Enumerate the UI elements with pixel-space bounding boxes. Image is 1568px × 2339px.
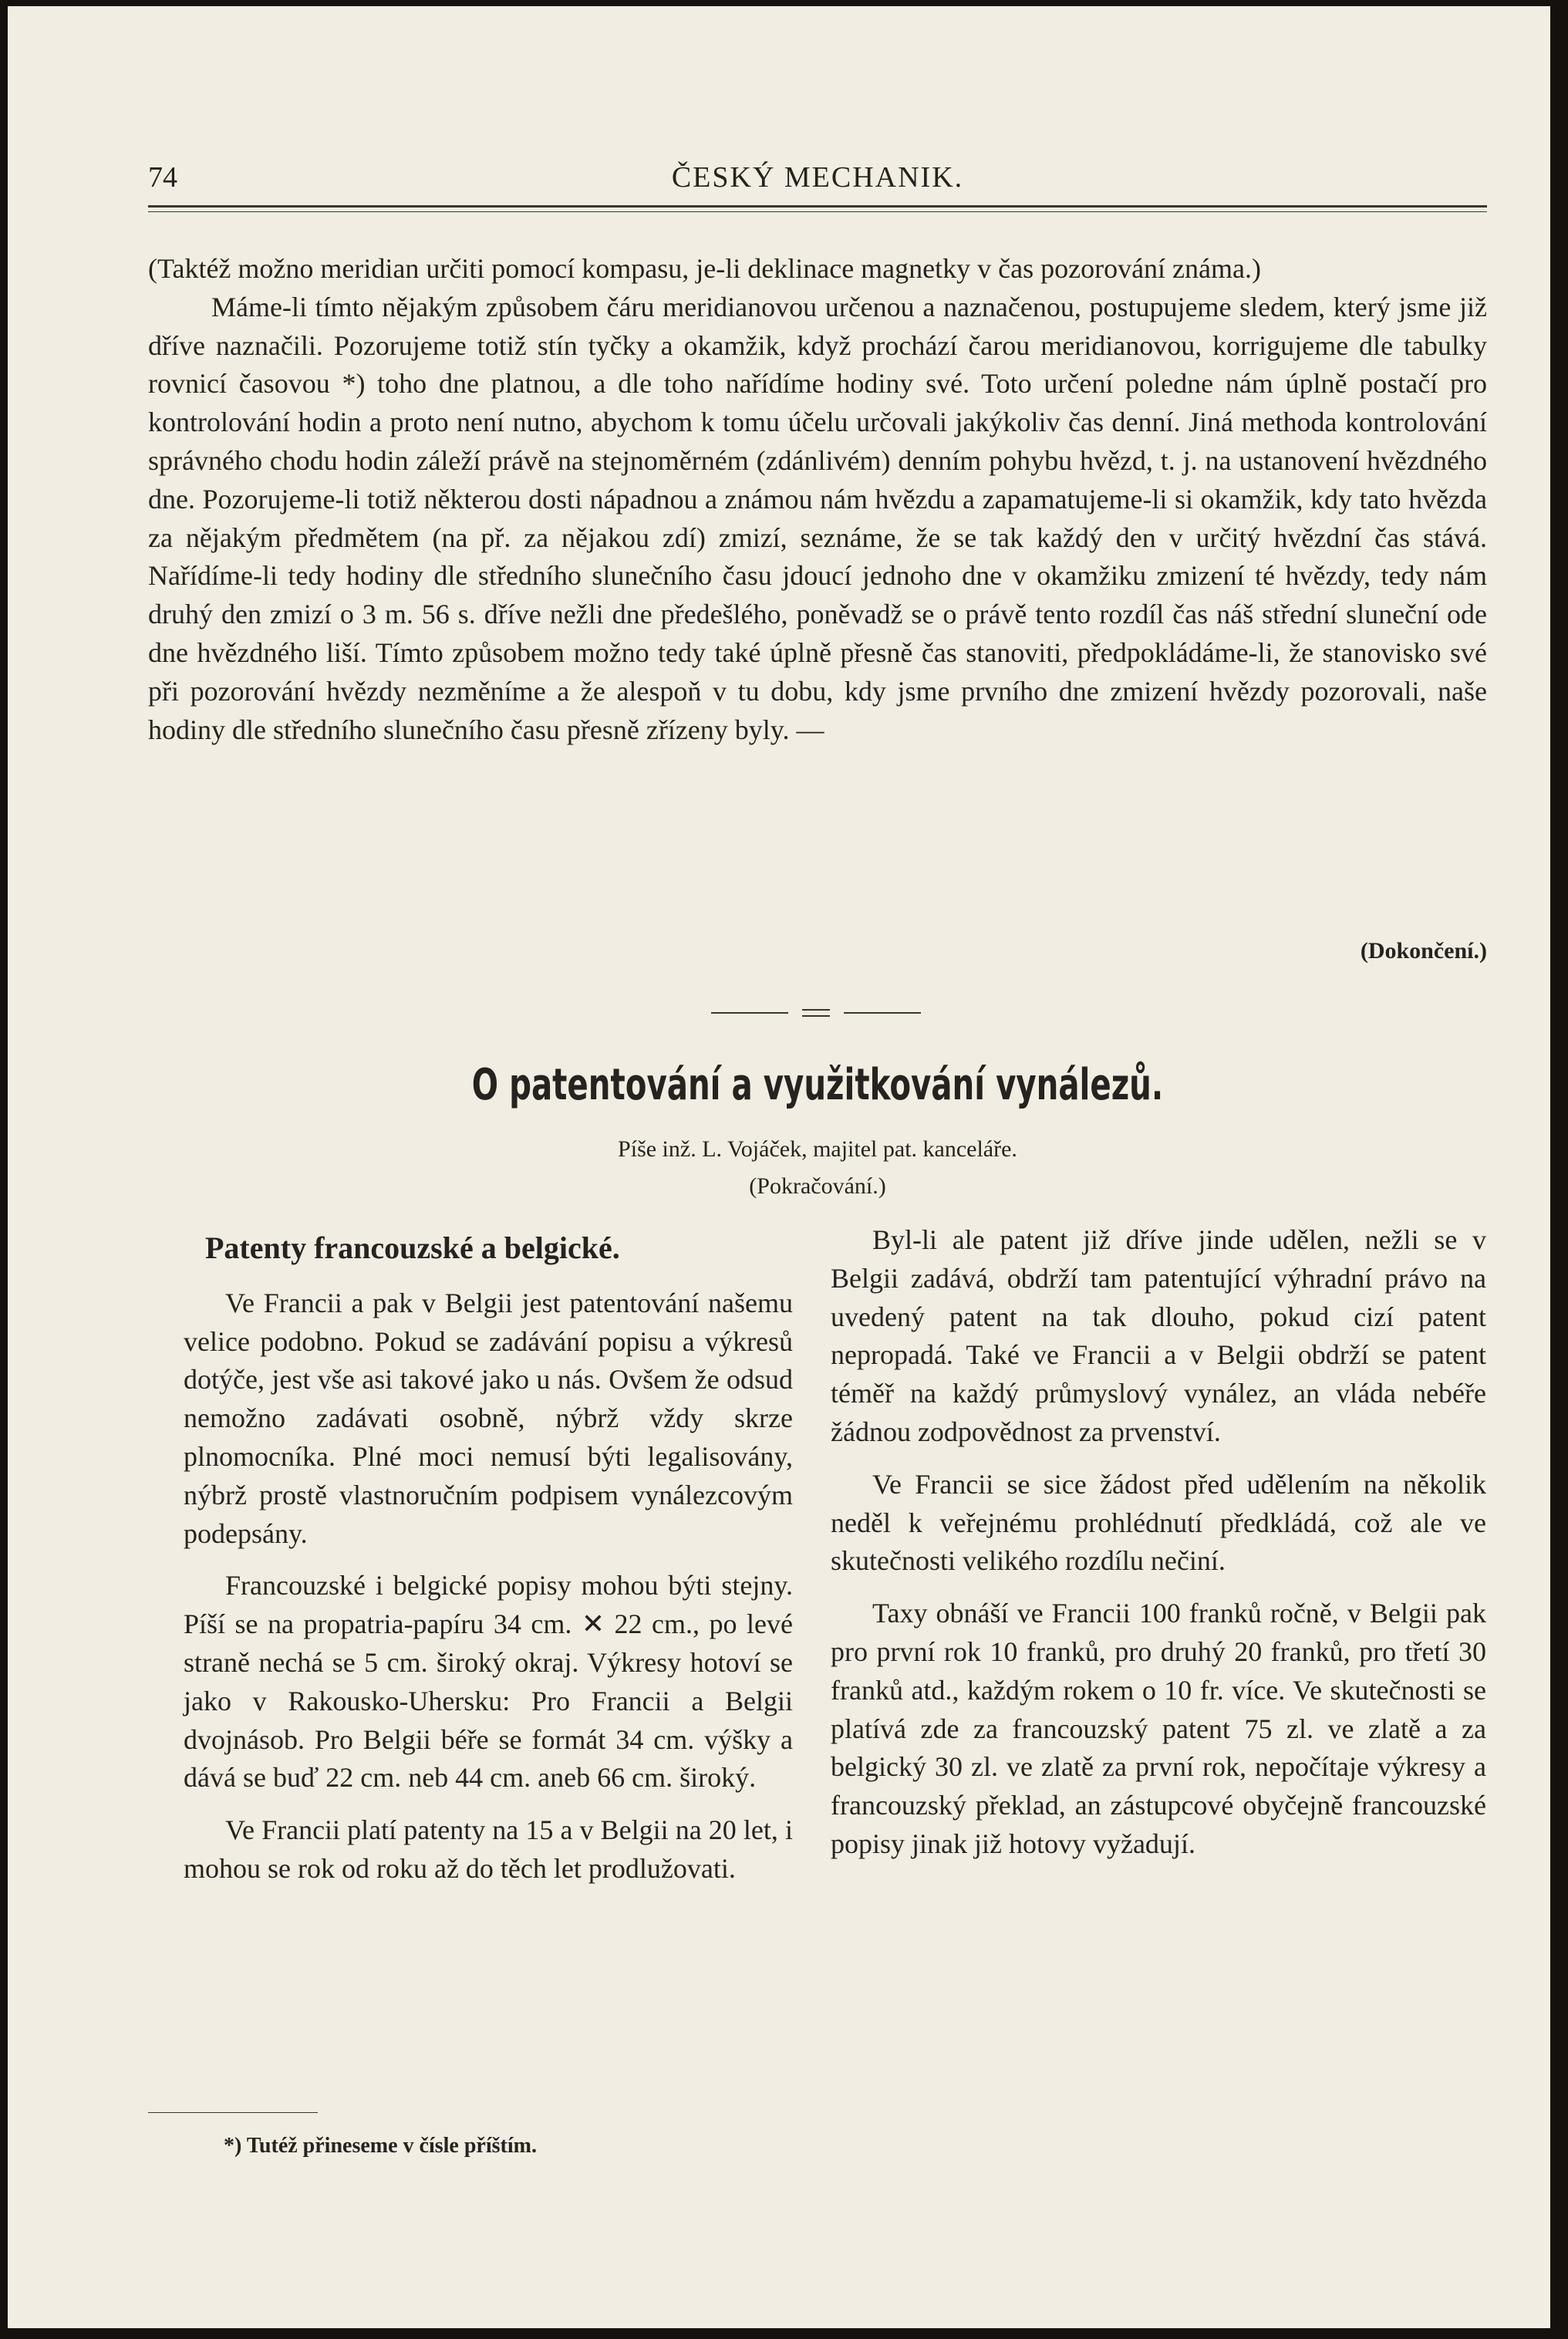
section-divider [802,1009,830,1011]
right-column [831,1221,1486,1878]
section-divider [711,1012,788,1014]
article-title: O patentování a využitkování vynálezů. [471,1060,1164,1110]
concluded-note: (Dokončení.) [1360,938,1487,964]
header-rule-thin [148,211,1487,212]
scanned-page [8,6,1550,2328]
paragraph: Byl-li ale patent již dříve jinde udělen, nežli se v Belgii zadává, obdrží tam patentující výhradní právo na uvedený patent na tak dlouho, pokud cizí patent nepropadá. Také ve Francii a v Belgii obdrží se patent téměř na každý průmyslový vynález, an vláda nebéře žádnou zodpovědnost za prvenství. [831,1224,1486,1447]
footnote-rule [148,2112,318,2113]
header-rule [148,205,1487,208]
paragraph: Francouzské i belgické popisy mohou býti stejny. Píší se na propatria-papíru 34 cm. ✕ 22 cm., po levé straně nechá se 5 cm. široký okraj. Výkresy hotoví se jako v Rakousko-Uhersku: Pro Francii a Belgii dvojnásob. Pro Belgii béře se formát 34 cm. výšky a dává se buď 22 cm. neb 44 cm. aneb 66 cm. široký. [184,1570,793,1794]
intro-paragraph: Máme-li tímto nějakým způsobem čáru meridianovou určenou a naznačenou, postupujeme sledem, který jsme již dříve naznačili. Pozorujeme totiž stín tyčky a okamžik, když prochází čarou meridianovou, korrigujeme dle tabulky rovnicí časovou *) toho dne platnou, a dle toho nařídíme hodiny své. Toto určení poledne nám úplně postačí pro kontrolování hodin a proto není nutno, abychom k tomu účelu určovali jakýkoliv čas denní. Jiná methoda kontrolování správného chodu hodin záleží právě na stejnoměrném (zdánlivém) denním pohybu hvězd, t. j. na ustanovení hvězdného dne. Pozorujeme-li totiž některou dosti nápadnou a známou nám hvězdu a zapamatujeme-li si okamžik, kdy tato hvězda za nějakým předmětem (na př. za nějakou zdí) zmizí, seznáme, že se tak každý den v určitý hvězdní čas stává. Nařídíme-li tedy hodiny dle středního slunečního času jdoucí jednoho dne v okamžiku zmizení té hvězdy, tedy nám druhý den zmizí o 3 m. 56 s. dříve nežli dne předešlého, poněvadž se o právě tento rozdíl čas náš střední sluneční ode dne hvězdného liší. Tímto způsobem možno tedy také úplně přesně čas stanoviti, předpokládáme-li, že stanovisko své při pozorování hvězdy nezměníme a že alespoň v tu dobu, kdy jsme prvního dne zmizení hvězdy pozorovali, naše hodiny dle středního slunečního času přesně zřízeny byly. — [148,291,1487,745]
intro-text [148,250,1487,749]
page-header [148,160,1487,199]
section-subheading: Patenty francouzské a belgické. [205,1230,620,1265]
section-divider [844,1012,921,1014]
article-author: Píše inž. L. Vojáček, majitel pat. kanceláře. [618,1136,1017,1162]
footnote: *) Tutéž přineseme v čísle příštím. [224,2134,537,2158]
paragraph: Taxy obnáší ve Francii 100 franků ročně, v Belgii pak pro první rok 10 franků, pro druhý 20 franků, pro třetí 30 franků atd., každým rokem o 10 fr. více. Ve skutečnosti se platívá zde za francouzský patent 75 zl. ve zlatě a za belgický 30 zl. ve zlatě za první rok, nepočítaje výkresy a francouzský překlad, an zástupcové obyčejně francouzské popisy jinak již hotovy vyžadují. [831,1598,1486,1859]
intro-paragraph: (Taktéž možno meridian určiti pomocí kompasu, je-li deklinace magnetky v čas pozorování známa.) [148,253,1261,284]
paragraph: Ve Francii platí patenty na 15 a v Belgii na 20 let, i mohou se rok od roku až do těch let prodlužovati. [184,1814,793,1884]
running-title: ČESKÝ MECHANIK. [671,161,964,194]
continuation-note: (Pokračování.) [749,1173,886,1199]
paragraph: Ve Francii se sice žádost před udělením na několik neděl k veřejnému prohlédnutí předkládá, což ale ve skutečnosti velikého rozdílu nečiní. [831,1468,1486,1577]
page-number: 74 [148,161,177,194]
concluded-line [148,938,1487,977]
left-column [184,1221,793,1902]
section-divider [802,1015,830,1017]
paragraph: Ve Francii a pak v Belgii jest patentování našemu velice podobno. Pokud se zadávání popisu a výkresů dotýče, jest vše asi takové jako u nás. Ovšem že odsud nemožno zadávati osobně, nýbrž vždy skrze plnomocníka. Plné moci nemusí býti legalisovány, nýbrž prostě vlastnoručním podpisem vynálezcovým podepsány. [184,1287,793,1549]
